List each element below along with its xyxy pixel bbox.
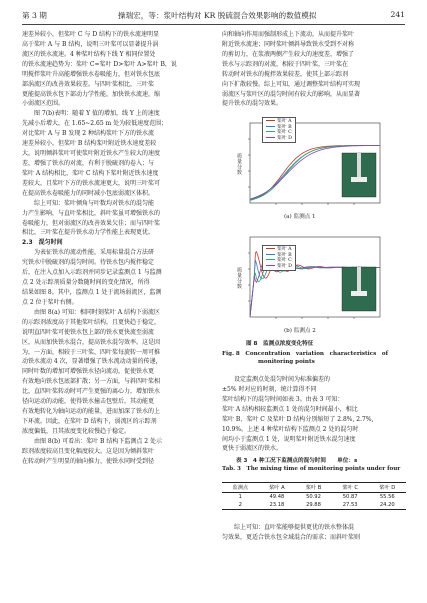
text-line: 综上可知：桨叶倾角与叶数均对铁水的混匀能 bbox=[22, 199, 155, 207]
running-header bbox=[22, 8, 405, 25]
panel-a-legend bbox=[262, 117, 296, 143]
impeller-shaft bbox=[357, 267, 361, 293]
table-cell: 1 bbox=[238, 494, 242, 500]
figure-8-caption-cn: 图 8 监测点浓度变化特征 bbox=[246, 341, 314, 347]
legend-swatch bbox=[266, 259, 275, 260]
text-line: 究铁水中脱硫剂的混匀时间。待铁水包内搅拌稳定 bbox=[22, 259, 155, 267]
text-line: 为表征铁水的流动性能，采用标量混合方法研 bbox=[22, 249, 155, 257]
text-line: 说明直四叶桨可使铁水包上部的铁水更快流至弱流 bbox=[22, 328, 155, 336]
text-line: 设定监测点处混匀时间为标准偏差的 bbox=[222, 376, 331, 383]
text-line: 桨叶 A 结构相比，桨叶 C 结构下桨叶附近铁水速度 bbox=[22, 169, 159, 177]
table-3-caption-cn: 表 3 4 种工况下监测点的混匀时间 单位：s bbox=[236, 458, 358, 464]
text-line: 有效地向铁水包底部扩散；另一方面，与斜四叶桨相 bbox=[22, 378, 161, 386]
legend-item-b: 桨叶 B bbox=[266, 125, 292, 131]
issue-number: 第 3 期 bbox=[22, 11, 47, 20]
table-cell: 49.48 bbox=[269, 494, 285, 500]
text-line: 速差异较小，但桨叶 B 结构浆叶附近铁水速度差较 bbox=[22, 140, 157, 148]
text-line: 附近铁水流速；同时桨叶倾斜导致铁水受到不对称 bbox=[222, 40, 355, 48]
table-3-caption-en-1: Tab. 3 The mixing time of monitoring points under four bbox=[222, 466, 401, 472]
right-column-middle bbox=[222, 375, 406, 454]
page-number: 241 bbox=[390, 10, 405, 19]
text-line: 浓度偏低，且其浓度变化较慢趋于稳定。 bbox=[22, 427, 131, 435]
panel-a-ylabel: 质量分数 bbox=[236, 153, 242, 175]
figure-8-caption-en-1: Fig. 8 Concentration variation characteristics of bbox=[222, 351, 389, 357]
text-line: ±5% 时对应的时刻，统计算得不同 bbox=[222, 385, 317, 393]
table-cell: 50.92 bbox=[306, 494, 321, 500]
text-line: 踪剂浓度较高且变化幅度较大。这是因为倾斜浆叶 bbox=[22, 447, 155, 455]
text-line: 弱流区与浆叶区的混匀时间有较大的影响，从而显著 bbox=[222, 90, 361, 98]
text-line: 区，从而加快铁水混合，提高铁水混匀效率。这是因 bbox=[22, 338, 161, 346]
text-line: 差，增强了铁水的对流，有利于脱硫剂的卷入；与 bbox=[22, 159, 155, 167]
text-line: 间均小于监测点 1 处，说明桨叶附近铁水混匀速度 bbox=[222, 435, 356, 443]
text-line: 径向运动的动能，使得铁水撞击包壁后，其动能更 bbox=[22, 398, 155, 406]
table-header-cell: 桨叶 C bbox=[342, 485, 358, 491]
legend-item-d: 桨叶 D bbox=[266, 136, 292, 142]
text-line: 桨叶结构下的混匀时间如表 3。由表 3 可知： bbox=[222, 395, 344, 403]
text-line: 后，在注入点加入示踪剂并同步记录监测点 1 与监测 bbox=[22, 269, 162, 277]
text-line: 10.9%。上述 4 种桨叶结构下监测点 2 处的混匀时 bbox=[222, 425, 359, 433]
legend-swatch bbox=[266, 254, 275, 255]
figure-8-panel-a bbox=[222, 113, 406, 223]
text-line: 向和轴向作用而强制形成上下流动，从而提升桨叶 bbox=[222, 31, 355, 38]
legend-item-a: 桨叶 A bbox=[266, 119, 292, 125]
legend-item-c: 桨叶 C bbox=[266, 258, 292, 264]
table-cell: 27.53 bbox=[342, 502, 358, 508]
text-line: 差较大，且桨叶下方的铁水流速更大，说明三叶桨可 bbox=[22, 179, 161, 187]
impeller bbox=[351, 177, 367, 182]
right-column-bottom-text bbox=[222, 523, 406, 543]
text-line: 由图 8(b) 可看出：桨叶 B 结构下监测点 2 处示 bbox=[22, 437, 163, 445]
panel-b-ylabel: 质量分数 bbox=[236, 267, 242, 289]
text-line: 高于桨叶 A 与 B 结构，说明三叶桨可以显著提升涡 bbox=[22, 40, 159, 48]
text-line: 的示踪剂浓度高于其他桨叶结构，且更快趋于稳定， bbox=[22, 318, 161, 326]
text-line: 2.3 混匀时间 bbox=[22, 239, 63, 247]
text-line: 比，直四叶桨转动时可产生更强的离心力，增加铁水 bbox=[22, 388, 161, 396]
text-line: 为，一方面，相较于三叶桨，四叶桨每旋转一周可推 bbox=[22, 348, 161, 356]
panel-a-label: (a) 监测点 1 bbox=[284, 214, 316, 220]
text-line: 桨叶 B、桨叶 C 及桨叶 D 结构分别缩短了 2.8%, 2.7%, bbox=[222, 415, 374, 423]
text-line: 相比，三叶桨在提升铁水动力学性能上表现更优。 bbox=[22, 229, 155, 237]
table-cell: 29.88 bbox=[306, 502, 321, 508]
text-line: 的铁水流速趋势为：桨叶 C≈桨叶 D>桨叶 A>桨叶 B，说 bbox=[22, 60, 177, 68]
text-line: 点 2 位于桨叶右侧。 bbox=[22, 298, 78, 306]
table-header-cell: 监测点 bbox=[232, 485, 249, 491]
text-line: 小弱流区范围。 bbox=[22, 100, 65, 108]
impeller bbox=[351, 291, 367, 296]
text-line: 速差异较小，但桨叶 C 与 D 结构下的铁水流速明显 bbox=[22, 31, 160, 38]
legend-item-b: 桨叶 B bbox=[266, 253, 292, 259]
right-column-top bbox=[222, 30, 406, 109]
legend-swatch bbox=[266, 126, 275, 127]
text-line: 流区的铁水流速。4 种桨叶结构下线 Y 相同位置处 bbox=[22, 50, 156, 58]
panel-b-label: (b) 监测点 2 bbox=[284, 328, 316, 334]
text-line: 明搅拌浆叶升高能增强铁水卷吸能力，但对铁水包底 bbox=[22, 70, 161, 78]
text-line: 对比桨叶 A 与 B 发现 2 种结构浆叶下方的铁水流 bbox=[22, 130, 155, 138]
text-line: 图 7(b)表明：随着 Y 值的增加，线 Y 上的速度 bbox=[22, 110, 160, 118]
text-line: 更快于弱流区的铁水。 bbox=[222, 445, 283, 453]
text-line: 更能提高铁水包下部动力学性能，加快铁水流速，缩 bbox=[22, 90, 161, 98]
text-line: 在提高铁水卷吸能力的同时减小包底弱流区体积。 bbox=[22, 189, 155, 197]
legend-item-a: 桨叶 A bbox=[266, 247, 292, 253]
table-cell: 2 bbox=[238, 502, 242, 508]
table-cell: 55.56 bbox=[379, 494, 395, 500]
legend-swatch bbox=[266, 265, 275, 266]
text-line: 综上可知：直叶桨能够提供更优的铁水整体混 bbox=[222, 524, 355, 531]
table-cell: 50.87 bbox=[342, 494, 358, 500]
table-header-cell: 桨叶 D bbox=[379, 485, 396, 491]
panel-b-legend bbox=[262, 245, 296, 271]
text-line: 卷吸能力，但对弱流区的改善效果欠佳；而与四叶桨 bbox=[22, 219, 161, 227]
left-column bbox=[22, 30, 215, 467]
text-line: 转动时对铁水的搅拌效果较差，使其上部示踪剂 bbox=[222, 70, 349, 78]
text-line: 有效地转化为轴向运动的能量，进而加深了铁水的上 bbox=[22, 408, 161, 416]
text-line: 点 2 处示踪剂质量分数随时间的变化情况，所得 bbox=[22, 279, 150, 287]
figure-8-panel-b bbox=[222, 227, 406, 337]
text-line: 动铁水流动 4 次，显著增强了铁水流动动量的传递， bbox=[22, 358, 162, 366]
text-line: 在转动时产生明显的轴向推力，使铁水同时受到径 bbox=[22, 457, 155, 465]
text-line: 结果如图 8。其中，监测点 1 处于流场弱流区，监测 bbox=[22, 288, 162, 296]
panel-a-plot bbox=[222, 113, 406, 215]
figure-8-caption-en-2: monitoring points bbox=[258, 359, 315, 365]
running-title: 操瑞宏，等：浆叶结构对 KR 脱硫混合效果影响的数值模拟 bbox=[118, 11, 317, 20]
table-cell: 23.18 bbox=[269, 502, 285, 508]
text-line: 下环流。因此，在桨叶 D 结构下，弱流区的示踪剂 bbox=[22, 417, 157, 425]
panel-b-plot bbox=[222, 227, 406, 329]
text-line: 提升铁水的混匀效果。 bbox=[222, 100, 283, 108]
table-cell: 24.20 bbox=[379, 502, 395, 508]
table-header-row bbox=[222, 483, 406, 493]
table-header-cell: 桨叶 A bbox=[269, 485, 285, 491]
text-line: 由图 8(a) 可知：相同时刻桨叶 A 结构下弱流区 bbox=[22, 308, 161, 316]
impeller-shaft bbox=[357, 153, 361, 179]
text-line: 匀效果，更适合铁水包全域混合的需求；而斜叶桨则 bbox=[222, 533, 361, 541]
text-line: 的剪切力，在浆液两侧产生较大的速度差，增强了 bbox=[222, 50, 355, 58]
text-line: 力产生影响，与直叶桨相比，斜叶桨虽可增强铁水的 bbox=[22, 209, 161, 217]
legend-swatch bbox=[266, 137, 275, 138]
text-line: 桨叶 A 结构相较监测点 1 处的混匀时间最小，相比 bbox=[222, 405, 358, 413]
text-line: 部涡流区的改善效果较差。与四叶桨相比，三叶桨 bbox=[22, 80, 155, 88]
legend-item-c: 桨叶 C bbox=[266, 130, 292, 136]
text-line: 先减小后增大，在 1.65~2.65 m 处为较低速度范围； bbox=[22, 120, 168, 128]
text-line: 向下扩散较慢。综上可知，通过调整桨叶结构可实现 bbox=[222, 80, 361, 88]
text-line: 铁水与示踪剂的对流，相较于四叶桨，三叶桨在 bbox=[222, 60, 349, 68]
legend-swatch bbox=[266, 120, 275, 121]
legend-item-d: 桨叶 D bbox=[266, 264, 292, 270]
table-row bbox=[222, 501, 406, 510]
legend-swatch bbox=[266, 248, 275, 249]
table-header-cell: 桨叶 B bbox=[305, 485, 322, 491]
table-row bbox=[222, 493, 406, 502]
legend-swatch bbox=[266, 131, 275, 132]
text-line: 大，说明倾斜浆叶可使浆叶附近铁水产生较大的速度 bbox=[22, 150, 161, 158]
table-3 bbox=[222, 482, 406, 510]
text-line: 同时叶数的增加可增强铁水径向流动，促使铁水更 bbox=[22, 368, 155, 376]
